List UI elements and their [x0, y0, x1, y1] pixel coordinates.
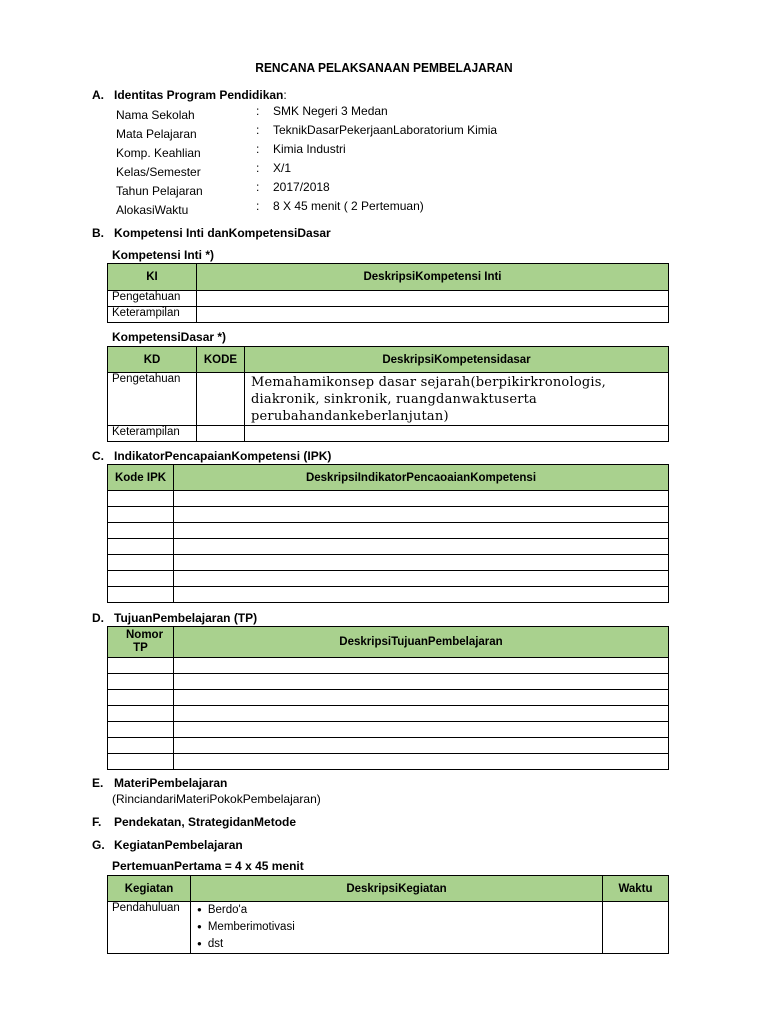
ipk-row-desc [174, 555, 669, 571]
ipk-row-code [108, 587, 174, 603]
section-d-title: TujuanPembelajaran (TP) [114, 611, 258, 625]
identity-sep-year: : [256, 180, 260, 194]
kd-row-label: Keterampilan [108, 426, 197, 442]
ipk-row-desc [174, 539, 669, 555]
section-g-heading [92, 838, 243, 852]
section-a-heading [92, 88, 287, 102]
kd-header-kode: KODE [197, 347, 245, 373]
ipk-row-desc [174, 587, 669, 603]
tp-row-number [108, 690, 174, 706]
tp-row-number [108, 658, 174, 674]
activity-header-desc: DeskripsiKegiatan [191, 876, 603, 902]
ipk-row-desc [174, 507, 669, 523]
ipk-row-code [108, 555, 174, 571]
identity-sep-class: : [256, 161, 260, 175]
tp-row-number [108, 722, 174, 738]
activity-header-time: Waktu [603, 876, 669, 902]
kd-header-kd: KD [108, 347, 197, 373]
ipk-row-code [108, 571, 174, 587]
identity-label-subject: Mata Pelajaran [116, 127, 197, 141]
identity-value-time: 8 X 45 menit ( 2 Pertemuan) [273, 199, 424, 213]
tp-row-desc [174, 706, 669, 722]
ipk-header-code: Kode IPK [108, 465, 174, 491]
tp-row-number [108, 754, 174, 770]
section-a-title: Identitas Program Pendidikan [114, 88, 284, 102]
identity-label-skill: Komp. Keahlian [116, 146, 201, 160]
section-c-heading [92, 449, 331, 463]
identity-label-school: Nama Sekolah [116, 108, 195, 122]
section-f-number: F. [92, 815, 102, 829]
meeting-heading: PertemuanPertama = 4 x 45 menit [112, 859, 304, 873]
tp-row-desc [174, 690, 669, 706]
tp-row-desc [174, 754, 669, 770]
ipk-row-code [108, 507, 174, 523]
list-item: ● dst [197, 936, 598, 953]
kd-row-code [197, 426, 245, 442]
tp-table [107, 626, 669, 770]
section-b-title: Kompetensi Inti danKompetensiDasar [114, 226, 331, 240]
identity-value-school: SMK Negeri 3 Medan [273, 104, 388, 118]
section-f-title: Pendekatan, StrategidanMetode [114, 815, 297, 829]
identity-value-year: 2017/2018 [273, 180, 330, 194]
tp-row-number [108, 738, 174, 754]
ki-row-desc [197, 291, 669, 307]
activity-row-label: Pendahuluan [108, 902, 191, 954]
tp-row-number [108, 674, 174, 690]
tp-row-desc [174, 738, 669, 754]
activity-table [107, 875, 669, 954]
ki-header-ki: KI [108, 264, 197, 291]
ki-row-label: Keterampilan [108, 307, 197, 323]
kd-row-label: Pengetahuan [108, 373, 197, 426]
activity-bullet-list [197, 902, 598, 953]
section-e-heading [92, 776, 227, 790]
ipk-row-desc [174, 491, 669, 507]
ki-header-desc: DeskripsiKompetensi Inti [197, 264, 669, 291]
ipk-table [107, 464, 669, 603]
tp-row-number [108, 706, 174, 722]
identity-sep-time: : [256, 199, 260, 213]
activity-row-time [603, 902, 669, 954]
ki-row-label: Pengetahuan [108, 291, 197, 307]
identity-value-class: X/1 [273, 161, 292, 175]
ki-heading: Kompetensi Inti *) [112, 248, 215, 262]
list-item: ● Memberimotivasi [197, 919, 598, 936]
ipk-row-code [108, 491, 174, 507]
activity-header-kegiatan: Kegiatan [108, 876, 191, 902]
section-a-number: A. [92, 88, 104, 102]
ki-table [107, 263, 669, 323]
identity-sep-subject: : [256, 123, 260, 137]
identity-label-year: Tahun Pelajaran [116, 184, 203, 198]
section-e-number: E. [92, 776, 104, 790]
identity-sep-skill: : [256, 142, 260, 156]
identity-value-subject: TeknikDasarPekerjaanLaboratorium Kimia [273, 123, 498, 137]
ki-row-desc [197, 307, 669, 323]
tp-row-desc [174, 674, 669, 690]
list-item: ● Berdo'a [197, 902, 598, 919]
section-b-number: B. [92, 226, 104, 240]
section-d-heading [92, 611, 257, 625]
tp-row-desc [174, 722, 669, 738]
section-a-colon: : [283, 88, 287, 102]
tp-header-desc: DeskripsiTujuanPembelajaran [174, 627, 669, 658]
identity-value-skill: Kimia Industri [273, 142, 346, 156]
ipk-row-code [108, 523, 174, 539]
kd-row-desc [245, 426, 669, 442]
tp-header-number: Nomor TP [108, 627, 174, 658]
page-title: RENCANA PELAKSANAAN PEMBELAJARAN [255, 60, 513, 75]
identity-label-time: AlokasiWaktu [116, 203, 189, 217]
section-e-title: MateriPembelajaran [114, 776, 228, 790]
ipk-header-desc: DeskripsiIndikatorPencaoaianKompetensi [174, 465, 669, 491]
ipk-row-code [108, 539, 174, 555]
kd-row-code [197, 373, 245, 426]
identity-label-class: Kelas/Semester [116, 165, 201, 179]
tp-row-desc [174, 658, 669, 674]
kd-heading: KompetensiDasar *) [112, 330, 227, 344]
section-f-heading [92, 815, 296, 829]
ipk-row-desc [174, 571, 669, 587]
section-g-title: KegiatanPembelajaran [114, 838, 243, 852]
activity-row-desc [191, 902, 603, 954]
section-g-number: G. [92, 838, 105, 852]
ipk-row-desc [174, 523, 669, 539]
kd-table [107, 346, 669, 442]
kd-header-desc: DeskripsiKompetensidasar [245, 347, 669, 373]
identity-sep-school: : [256, 104, 260, 118]
kd-row-desc: Memahamikonsep dasar sejarah(berpikirkronologis, diakronik, sinkronik, ruangdanwaktuserta perubahandankeberlanjutan) [245, 373, 669, 426]
section-d-number: D. [92, 611, 104, 625]
section-c-title: IndikatorPencapaianKompetensi (IPK) [114, 449, 332, 463]
section-b-heading [92, 226, 331, 240]
section-c-number: C. [92, 449, 104, 463]
section-e-note: (RinciandariMateriPokokPembelajaran) [112, 792, 321, 806]
